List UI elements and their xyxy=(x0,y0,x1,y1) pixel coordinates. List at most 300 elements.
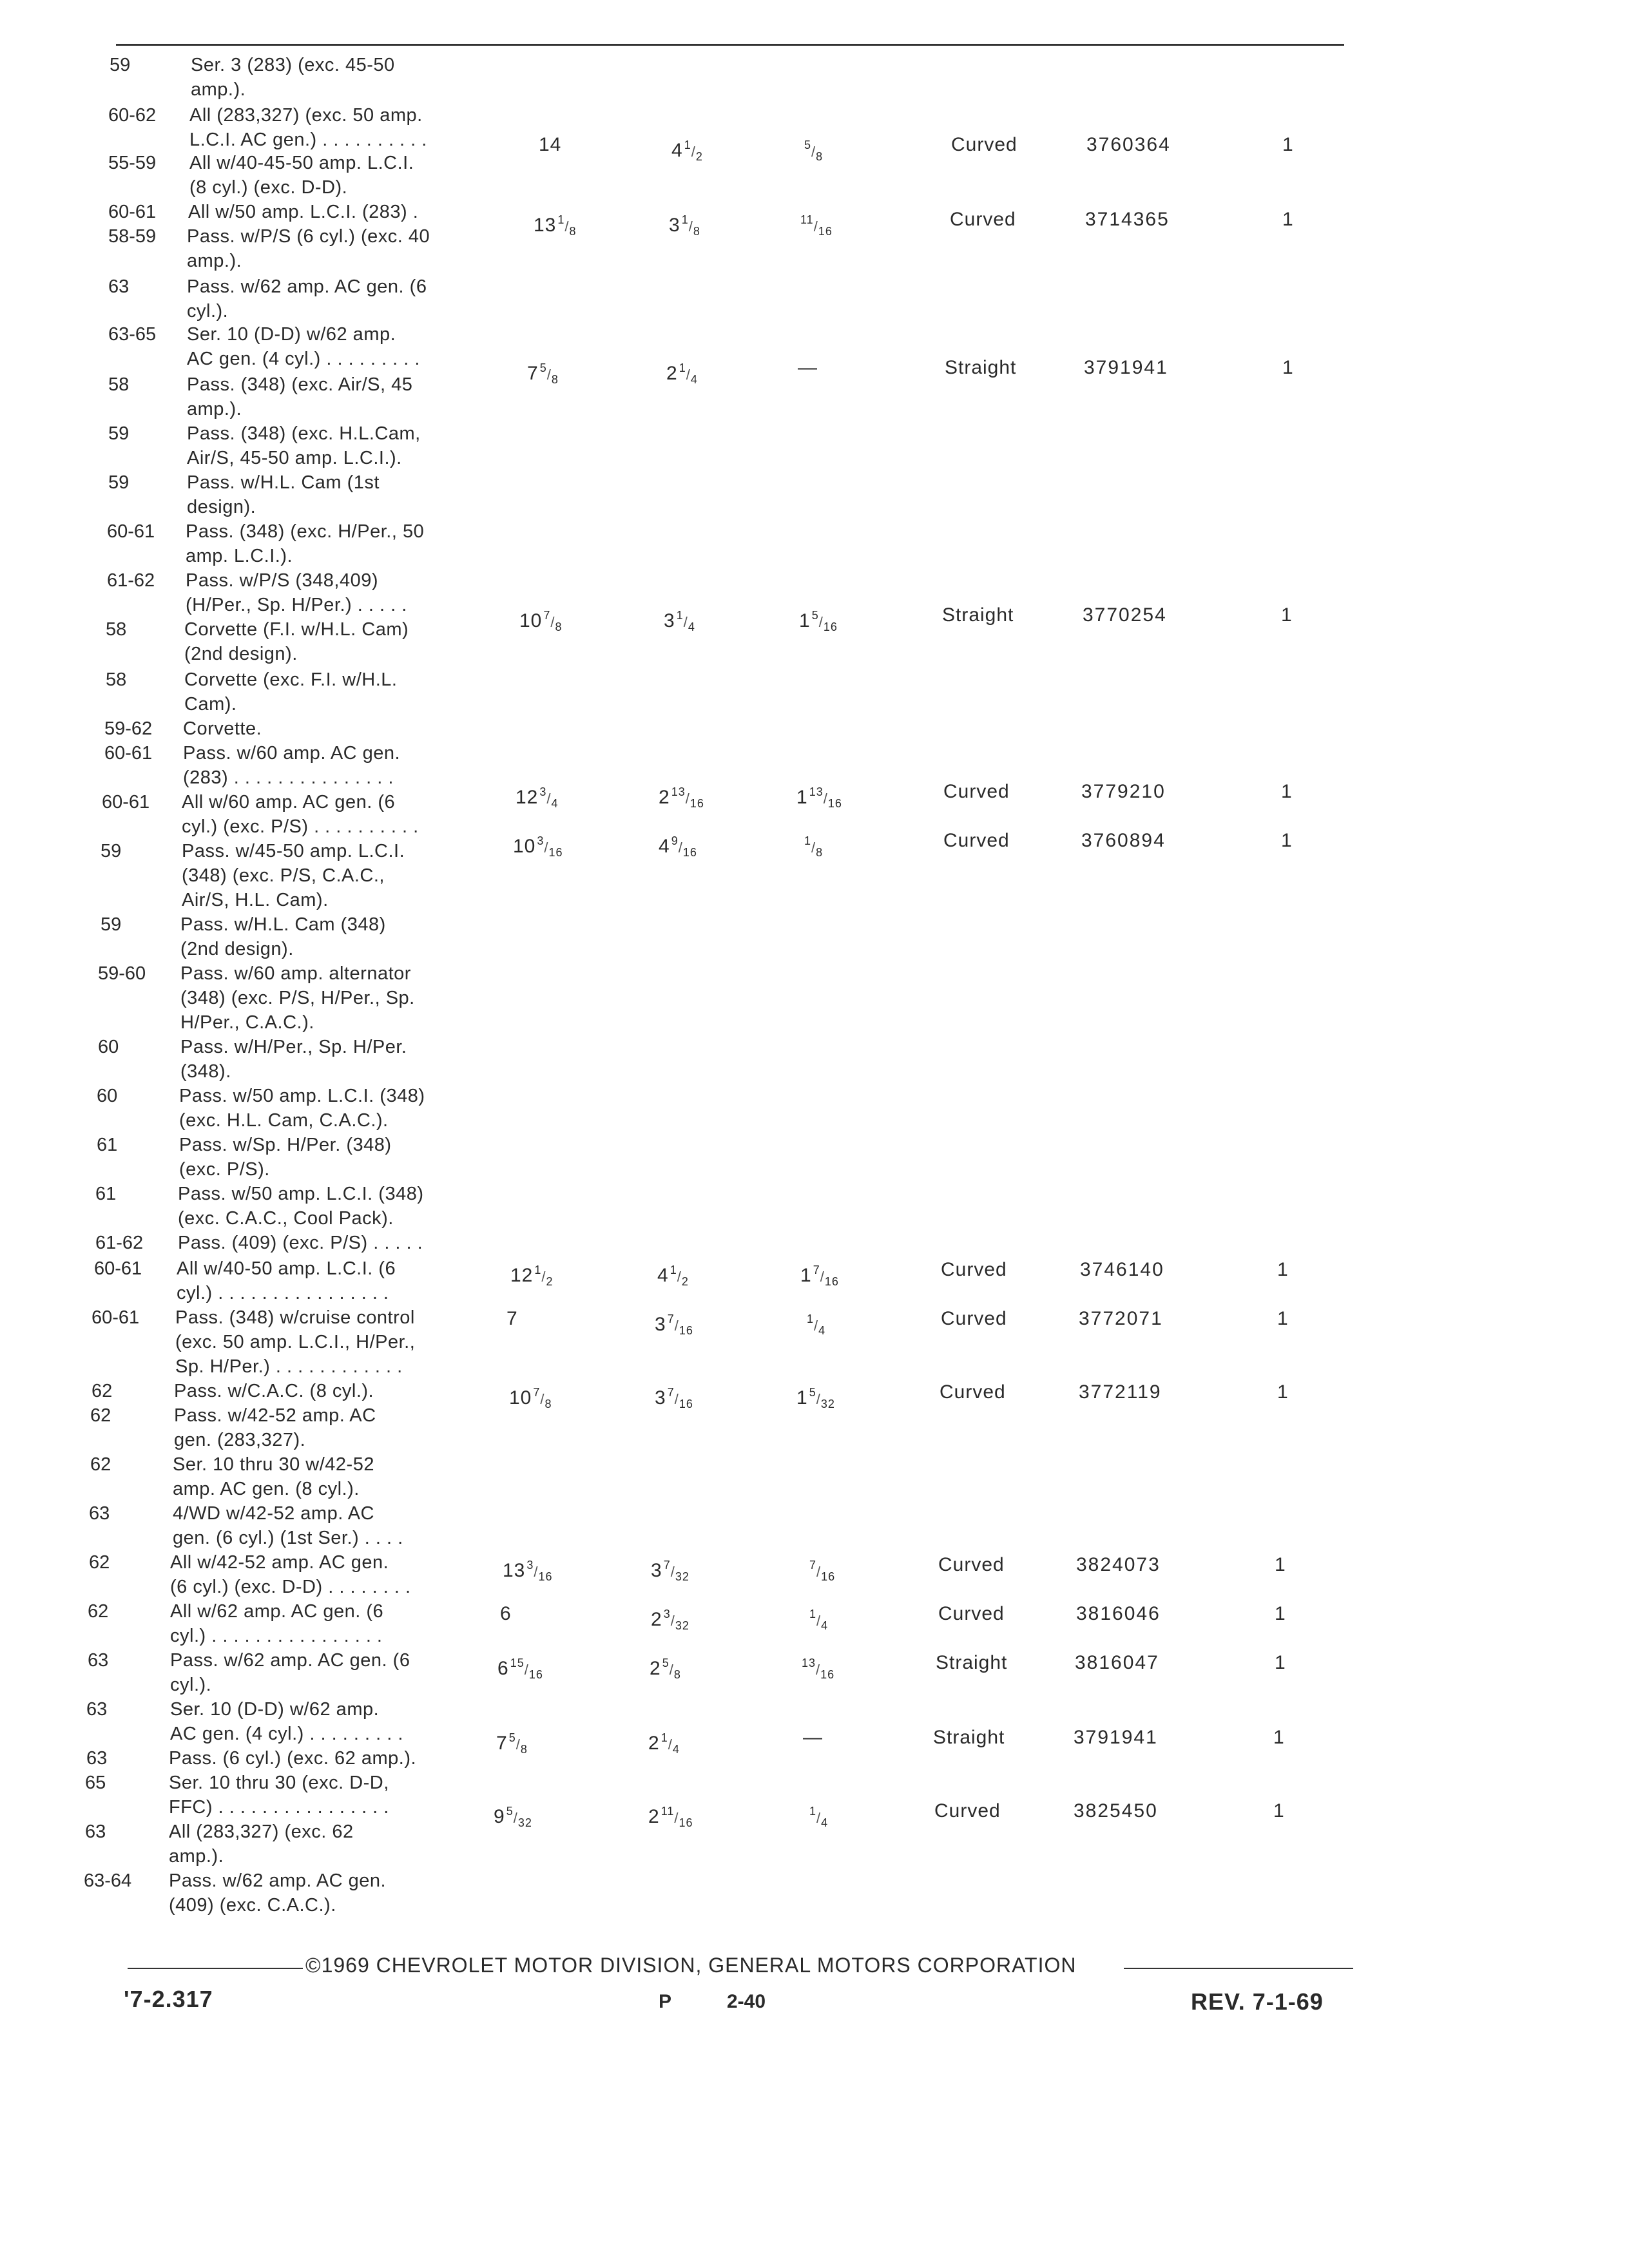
model-year: 61-62 xyxy=(95,1233,144,1253)
shape-value: Straight xyxy=(945,357,1017,378)
application-text: (409) (exc. C.A.C.). xyxy=(169,1895,336,1916)
shape-value: Straight xyxy=(933,1727,1005,1748)
length-value-slash: / xyxy=(550,614,555,630)
offset-value-slash: / xyxy=(818,614,824,630)
application-text: Ser. 10 thru 30 (exc. D-D, xyxy=(169,1773,389,1793)
application-text: Pass. w/50 amp. L.C.I. (348) xyxy=(178,1184,424,1204)
length-value xyxy=(496,1725,528,1762)
model-year: 60-61 xyxy=(94,1258,142,1279)
application-text: All (283,327) (exc. 50 amp. xyxy=(189,105,423,126)
application-text: amp.). xyxy=(187,399,242,419)
model-year: 63 xyxy=(108,276,130,297)
width-value-denominator: 16 xyxy=(679,1398,693,1410)
model-year: 59 xyxy=(110,55,131,75)
application-text: amp.). xyxy=(191,79,246,100)
length-value-denominator: 32 xyxy=(517,1816,532,1829)
offset-value-denominator: 16 xyxy=(821,1570,836,1583)
offset-value-denominator: 16 xyxy=(824,1275,839,1288)
model-year: 62 xyxy=(90,1454,111,1475)
footer-rule-left xyxy=(128,1968,303,1969)
application-text: cyl.) . . . . . . . . . . . . . . . . xyxy=(177,1283,389,1303)
footer-revision: REV. 7-1-69 xyxy=(1191,1988,1324,2015)
application-text: (2nd design). xyxy=(180,939,294,959)
model-year: 59-62 xyxy=(104,718,153,739)
model-year: 58-59 xyxy=(108,226,157,247)
application-text: (283) . . . . . . . . . . . . . . . xyxy=(183,767,394,788)
length-value-whole: 6 xyxy=(497,1658,509,1679)
width-value-whole: 3 xyxy=(664,610,675,631)
application-text: H/Per., C.A.C.). xyxy=(180,1012,314,1033)
shape-value: Curved xyxy=(938,1603,1005,1624)
quantity: 1 xyxy=(1282,357,1294,378)
model-year: 61-62 xyxy=(107,570,155,591)
width-value-numerator: 9 xyxy=(671,834,679,847)
width-value-whole: 4 xyxy=(671,140,683,161)
part-number: 3714365 xyxy=(1085,209,1170,230)
width-value-numerator: 13 xyxy=(671,785,686,798)
application-text: Corvette. xyxy=(183,718,262,739)
application-text: (exc. C.A.C., Cool Pack). xyxy=(178,1208,394,1229)
width-value-numerator: 1 xyxy=(679,361,686,374)
model-year: 62 xyxy=(89,1552,110,1573)
model-year: 65 xyxy=(85,1773,106,1793)
application-text: All w/40-50 amp. L.C.I. (6 xyxy=(177,1258,396,1279)
length-value xyxy=(510,1258,554,1294)
application-text: Pass. w/62 amp. AC gen. (6 xyxy=(170,1650,410,1671)
length-value-denominator: 8 xyxy=(551,373,559,386)
part-number: 3772119 xyxy=(1079,1381,1162,1403)
quantity: 1 xyxy=(1273,1800,1285,1821)
length-value xyxy=(527,356,559,392)
offset-value-denominator: 32 xyxy=(820,1398,835,1410)
offset-value-denominator: 8 xyxy=(816,846,824,859)
offset-value-numerator: 5 xyxy=(811,609,819,622)
footer-rule-right xyxy=(1124,1968,1353,1969)
offset-value-denominator: 4 xyxy=(821,1619,829,1632)
width-value-numerator: 1 xyxy=(681,213,689,226)
length-value-numerator: 5 xyxy=(506,1805,514,1818)
width-value-numerator: 3 xyxy=(663,1608,671,1620)
length-value xyxy=(519,603,563,639)
model-year: 60-61 xyxy=(92,1307,140,1328)
length-value-whole: 9 xyxy=(494,1806,505,1827)
application-text: FFC) . . . . . . . . . . . . . . . . xyxy=(169,1797,389,1818)
length-value-numerator: 5 xyxy=(508,1731,516,1744)
offset-value-whole: 1 xyxy=(796,1387,808,1408)
footer-left-code: '7-2.317 xyxy=(124,1986,213,2012)
model-year: 63 xyxy=(86,1748,108,1769)
width-value-slash: / xyxy=(668,1736,673,1753)
width-value-slash: / xyxy=(670,1564,675,1580)
application-text: Pass. (409) (exc. P/S) . . . . . xyxy=(178,1233,423,1253)
length-value-numerator: 5 xyxy=(539,361,547,374)
part-number: 3779210 xyxy=(1081,781,1166,802)
application-text: Pass. w/P/S (348,409) xyxy=(186,570,379,591)
offset-value-slash: / xyxy=(816,1613,822,1629)
application-text: amp.). xyxy=(187,251,242,271)
length-value-slash: / xyxy=(544,840,549,856)
model-year: 60-61 xyxy=(102,792,150,812)
application-text: (exc. 50 amp. L.C.I., H/Per., xyxy=(175,1332,416,1352)
application-text: gen. (283,327). xyxy=(174,1430,306,1450)
offset-value-text: — xyxy=(798,357,818,378)
application-text: amp.). xyxy=(169,1846,224,1867)
application-text: Pass. w/H.L. Cam (348) xyxy=(180,914,386,935)
application-text: Pass. w/62 amp. AC gen. (6 xyxy=(187,276,427,297)
application-text: Ser. 10 thru 30 w/42-52 xyxy=(173,1454,374,1475)
part-number: 3760894 xyxy=(1081,830,1166,851)
model-year: 62 xyxy=(92,1381,113,1401)
offset-value-numerator: 11 xyxy=(800,213,814,226)
application-text: (H/Per., Sp. H/Per.) . . . . . xyxy=(186,595,407,615)
offset-value-numerator: 13 xyxy=(802,1657,816,1669)
model-year: 62 xyxy=(90,1405,111,1426)
application-text: cyl.). xyxy=(170,1675,212,1695)
offset-value xyxy=(803,829,823,865)
model-year: 60-61 xyxy=(107,521,155,542)
application-text: All w/60 amp. AC gen. (6 xyxy=(182,792,396,812)
length-value-whole: 7 xyxy=(527,363,539,384)
width-value-whole: 3 xyxy=(651,1560,662,1581)
application-text: Pass. (348) w/cruise control xyxy=(175,1307,415,1328)
application-text: Ser. 10 (D-D) w/62 amp. xyxy=(170,1699,380,1720)
application-text: cyl.) . . . . . . . . . . . . . . . . xyxy=(170,1626,383,1646)
length-value-denominator: 16 xyxy=(538,1570,553,1583)
application-text: All w/40-45-50 amp. L.C.I. xyxy=(189,153,414,173)
shape-value: Curved xyxy=(938,1554,1005,1575)
width-value xyxy=(669,207,700,244)
part-number: 3760364 xyxy=(1086,134,1171,155)
offset-value xyxy=(799,207,833,244)
shape-value: Curved xyxy=(941,1308,1007,1329)
length-value-whole: 6 xyxy=(500,1603,512,1624)
length-value-denominator: 8 xyxy=(545,1398,552,1410)
length-value-numerator: 3 xyxy=(539,785,547,798)
width-value-numerator: 7 xyxy=(663,1559,671,1571)
width-value-numerator: 1 xyxy=(684,139,691,151)
model-year: 55-59 xyxy=(108,153,157,173)
model-year: 58 xyxy=(106,619,127,640)
application-text: All (283,327) (exc. 62 xyxy=(169,1821,354,1842)
offset-value xyxy=(803,1725,823,1750)
quantity: 1 xyxy=(1281,604,1293,626)
application-text: (8 cyl.) (exc. D-D). xyxy=(189,177,348,198)
application-text: Pass. w/H.L. Cam (1st xyxy=(187,472,380,493)
width-value-whole: 3 xyxy=(655,1314,666,1335)
length-value-whole: 13 xyxy=(534,215,557,236)
width-value-whole: 2 xyxy=(651,1609,662,1630)
application-text: Pass. w/50 amp. L.C.I. (348) xyxy=(179,1086,425,1106)
length-value-numerator: 3 xyxy=(526,1559,534,1571)
application-text: Pass. w/H/Per., Sp. H/Per. xyxy=(180,1037,407,1057)
quantity: 1 xyxy=(1277,1259,1289,1280)
length-value-whole: 10 xyxy=(519,610,543,631)
offset-value-text: — xyxy=(803,1727,823,1748)
offset-value-whole: 1 xyxy=(799,610,811,631)
model-year: 63 xyxy=(88,1650,109,1671)
width-value-slash: / xyxy=(683,614,688,630)
application-text: Pass. w/60 amp. AC gen. xyxy=(183,743,401,764)
width-value xyxy=(651,1602,689,1638)
shape-value: Straight xyxy=(942,604,1014,626)
length-value xyxy=(509,1380,552,1416)
model-year: 63 xyxy=(86,1699,108,1720)
length-value-numerator: 7 xyxy=(543,609,551,622)
offset-value xyxy=(800,1258,839,1294)
length-value-whole: 7 xyxy=(496,1733,508,1754)
width-value-denominator: 4 xyxy=(690,373,698,386)
length-value xyxy=(494,1799,532,1835)
model-year: 63-64 xyxy=(84,1870,132,1891)
offset-value xyxy=(808,1799,828,1835)
quantity: 1 xyxy=(1275,1652,1286,1673)
offset-value-denominator: 4 xyxy=(821,1816,829,1829)
width-value-slash: / xyxy=(691,144,696,160)
width-value-whole: 3 xyxy=(669,215,680,236)
application-text: Ser. 10 (D-D) w/62 amp. xyxy=(187,324,396,345)
width-value-slash: / xyxy=(669,1662,674,1678)
offset-value xyxy=(798,356,818,380)
width-value-denominator: 2 xyxy=(681,1275,689,1288)
application-text: Corvette (F.I. w/H.L. Cam) xyxy=(184,619,409,640)
shape-value: Curved xyxy=(940,1381,1006,1403)
model-year: 60-61 xyxy=(104,743,153,764)
width-value xyxy=(657,1258,689,1294)
length-value-numerator: 7 xyxy=(533,1386,541,1399)
length-value xyxy=(539,133,561,157)
footer-page-number: 2-40 xyxy=(727,1991,766,2012)
offset-value xyxy=(796,780,842,816)
width-value-whole: 2 xyxy=(659,787,670,808)
application-text: (348). xyxy=(180,1061,231,1082)
width-value-whole: 4 xyxy=(659,836,670,857)
width-value xyxy=(655,1380,693,1416)
model-year: 60 xyxy=(98,1037,119,1057)
width-value-slash: / xyxy=(674,1810,679,1826)
model-year: 58 xyxy=(108,374,130,395)
width-value-numerator: 7 xyxy=(667,1386,675,1399)
width-value xyxy=(651,1553,689,1589)
application-text: (exc. H.L. Cam, C.A.C.). xyxy=(179,1110,389,1131)
length-value-slash: / xyxy=(541,1269,546,1285)
part-number: 3770254 xyxy=(1083,604,1167,626)
application-text: (exc. P/S). xyxy=(179,1159,270,1180)
length-value-slash: / xyxy=(513,1810,518,1826)
offset-value-slash: / xyxy=(816,1564,822,1580)
application-text: All w/50 amp. L.C.I. (283) . xyxy=(188,202,419,222)
quantity: 1 xyxy=(1281,830,1293,851)
shape-value: Curved xyxy=(943,781,1010,802)
application-text: Pass. w/45-50 amp. L.C.I. xyxy=(182,841,405,861)
length-value-slash: / xyxy=(546,791,552,807)
quantity: 1 xyxy=(1277,1308,1289,1329)
model-year: 60-61 xyxy=(108,202,157,222)
width-value xyxy=(655,1307,693,1343)
width-value-denominator: 4 xyxy=(672,1743,680,1756)
part-number: 3746140 xyxy=(1080,1259,1164,1280)
application-text: amp. L.C.I.). xyxy=(186,546,293,566)
length-value-whole: 14 xyxy=(539,134,562,155)
application-text: Ser. 3 (283) (exc. 45-50 xyxy=(191,55,395,75)
model-year: 60 xyxy=(97,1086,118,1106)
length-value-slash: / xyxy=(534,1564,539,1580)
length-value-denominator: 16 xyxy=(548,846,563,859)
application-text: (6 cyl.) (exc. D-D) . . . . . . . . xyxy=(170,1577,411,1597)
length-value xyxy=(506,1307,518,1331)
application-text: Corvette (exc. F.I. w/H.L. xyxy=(184,669,398,690)
length-value-numerator: 3 xyxy=(537,834,545,847)
length-value xyxy=(513,829,563,865)
application-text: (348) (exc. P/S, C.A.C., xyxy=(182,865,385,886)
model-year: 63 xyxy=(85,1821,106,1842)
application-text: gen. (6 cyl.) (1st Ser.) . . . . xyxy=(173,1528,403,1548)
offset-value xyxy=(799,603,838,639)
offset-value-denominator: 16 xyxy=(827,797,842,810)
quantity: 1 xyxy=(1281,781,1293,802)
application-text: AC gen. (4 cyl.) . . . . . . . . . xyxy=(187,349,420,369)
quantity: 1 xyxy=(1275,1554,1286,1575)
application-text: AC gen. (4 cyl.) . . . . . . . . . xyxy=(170,1724,403,1744)
width-value-slash: / xyxy=(670,1613,675,1629)
offset-value-denominator: 16 xyxy=(818,225,833,238)
width-value-denominator: 16 xyxy=(689,797,704,810)
width-value-denominator: 8 xyxy=(673,1668,681,1681)
shape-value: Curved xyxy=(941,1259,1007,1280)
offset-value xyxy=(800,1651,834,1687)
width-value-numerator: 1 xyxy=(676,609,684,622)
application-text: Pass. w/P/S (6 cyl.) (exc. 40 xyxy=(187,226,430,247)
part-number: 3816047 xyxy=(1075,1652,1159,1673)
width-value-whole: 2 xyxy=(650,1658,661,1679)
offset-value-denominator: 16 xyxy=(820,1668,835,1681)
part-number: 3791941 xyxy=(1084,357,1168,378)
length-value-whole: 12 xyxy=(516,787,539,808)
width-value-denominator: 16 xyxy=(679,1324,693,1337)
model-year: 60-62 xyxy=(108,105,157,126)
model-year: 59-60 xyxy=(98,963,146,984)
width-value-denominator: 32 xyxy=(675,1570,689,1583)
width-value-whole: 3 xyxy=(655,1387,666,1408)
width-value-slash: / xyxy=(674,1391,679,1407)
model-year: 63-65 xyxy=(108,324,157,345)
application-text: L.C.I. AC gen.) . . . . . . . . . . xyxy=(189,130,427,150)
width-value xyxy=(659,829,697,865)
length-value-denominator: 16 xyxy=(528,1668,543,1681)
length-value-denominator: 8 xyxy=(555,620,563,633)
application-text: 4/WD w/42-52 amp. AC xyxy=(173,1503,374,1524)
length-value-whole: 7 xyxy=(506,1308,518,1329)
application-text: Pass. w/60 amp. alternator xyxy=(180,963,411,984)
width-value xyxy=(659,780,704,816)
length-value xyxy=(534,207,577,244)
width-value-denominator: 32 xyxy=(675,1619,689,1632)
length-value-denominator: 8 xyxy=(569,225,577,238)
application-text: Pass. w/Sp. H/Per. (348) xyxy=(179,1135,392,1155)
length-value-whole: 10 xyxy=(513,836,536,857)
model-year: 58 xyxy=(106,669,127,690)
application-text: (2nd design). xyxy=(184,644,298,664)
offset-value-denominator: 16 xyxy=(823,620,838,633)
offset-value xyxy=(796,1380,835,1416)
model-year: 62 xyxy=(88,1601,109,1622)
quantity: 1 xyxy=(1277,1381,1289,1403)
width-value-whole: 2 xyxy=(648,1806,660,1827)
offset-value-numerator: 7 xyxy=(809,1559,817,1571)
quantity: 1 xyxy=(1273,1727,1285,1748)
shape-value: Curved xyxy=(943,830,1010,851)
offset-value-slash: / xyxy=(811,840,816,856)
model-year: 61 xyxy=(97,1135,118,1155)
shape-value: Straight xyxy=(936,1652,1008,1673)
application-text: cyl.). xyxy=(187,301,229,322)
quantity: 1 xyxy=(1282,209,1294,230)
application-text: Pass. (348) (exc. H.L.Cam, xyxy=(187,423,421,444)
width-value-slash: / xyxy=(674,1318,679,1334)
offset-value-slash: / xyxy=(816,1662,821,1678)
width-value xyxy=(648,1799,693,1835)
width-value-slash: / xyxy=(685,791,690,807)
offset-value-slash: / xyxy=(820,1269,825,1285)
offset-value-numerator: 13 xyxy=(809,785,824,798)
length-value-slash: / xyxy=(516,1736,521,1753)
offset-value-denominator: 8 xyxy=(816,150,824,163)
part-number: 3824073 xyxy=(1076,1554,1161,1575)
application-text: Pass. (348) (exc. H/Per., 50 xyxy=(186,521,425,542)
offset-value-numerator: 7 xyxy=(813,1264,820,1276)
width-value-slash: / xyxy=(686,367,691,383)
shape-value: Curved xyxy=(934,1800,1001,1821)
length-value xyxy=(503,1553,553,1589)
length-value-denominator: 2 xyxy=(546,1275,554,1288)
width-value-whole: 4 xyxy=(657,1265,669,1286)
shape-value: Curved xyxy=(951,134,1017,155)
length-value-denominator: 4 xyxy=(551,797,559,810)
length-value-numerator: 1 xyxy=(534,1264,542,1276)
offset-value-slash: / xyxy=(816,1391,821,1407)
offset-value-numerator: 1 xyxy=(804,834,812,847)
length-value-whole: 13 xyxy=(503,1560,526,1581)
offset-value-slash: / xyxy=(814,1318,819,1334)
model-year: 59 xyxy=(101,914,122,935)
offset-value-numerator: 1 xyxy=(807,1312,815,1325)
offset-value xyxy=(803,133,823,169)
width-value-slash: / xyxy=(677,1269,682,1285)
width-value-slash: / xyxy=(688,218,693,235)
shape-value: Curved xyxy=(950,209,1016,230)
offset-value xyxy=(805,1307,825,1343)
length-value-numerator: 15 xyxy=(510,1657,525,1669)
quantity: 1 xyxy=(1275,1603,1286,1624)
application-text: Air/S, 45-50 amp. L.C.I.). xyxy=(187,448,402,468)
model-year: 59 xyxy=(108,472,130,493)
length-value-slash: / xyxy=(564,218,570,235)
width-value-denominator: 4 xyxy=(688,620,695,633)
offset-value-whole: 1 xyxy=(796,787,808,808)
application-text: Sp. H/Per.) . . . . . . . . . . . . xyxy=(175,1356,403,1377)
offset-value xyxy=(808,1553,835,1589)
quantity: 1 xyxy=(1282,134,1294,155)
model-year: 63 xyxy=(89,1503,110,1524)
part-number: 3816046 xyxy=(1076,1603,1161,1624)
top-rule xyxy=(116,44,1344,46)
part-number: 3772071 xyxy=(1079,1308,1163,1329)
width-value-denominator: 2 xyxy=(695,150,703,163)
length-value-slash: / xyxy=(540,1391,545,1407)
offset-value-slash: / xyxy=(823,791,828,807)
length-value-whole: 10 xyxy=(509,1387,532,1408)
length-value xyxy=(516,780,559,816)
length-value xyxy=(500,1602,512,1626)
